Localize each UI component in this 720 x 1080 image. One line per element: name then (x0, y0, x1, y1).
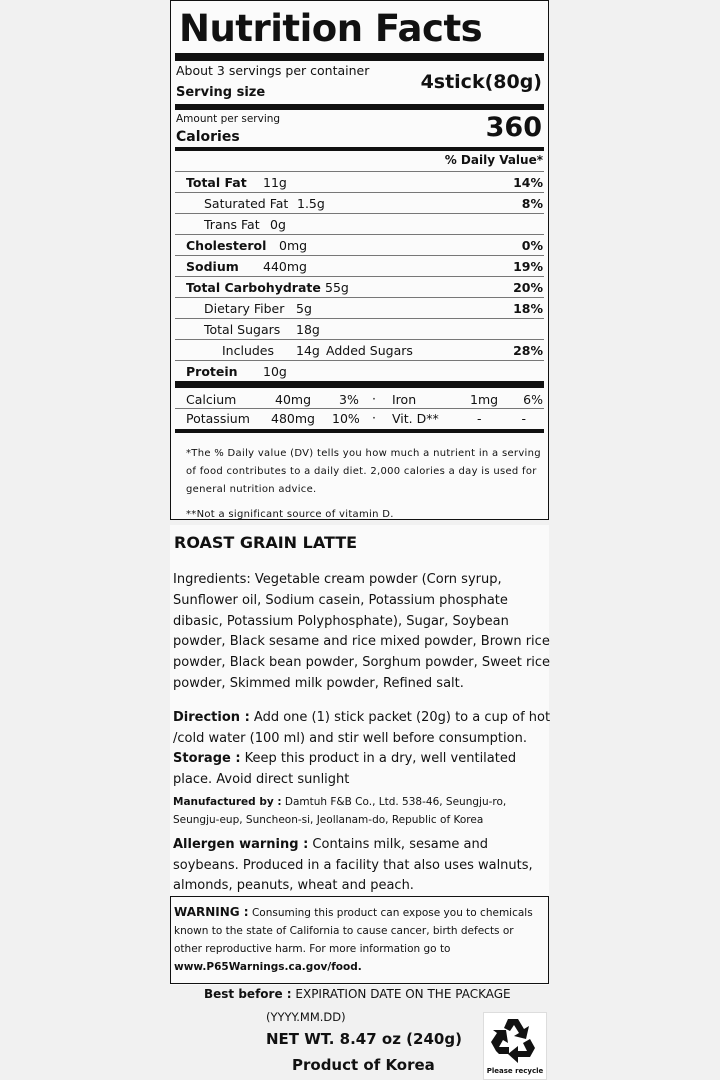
warning-text: Consuming this product can expose you to chemicals known to the state of California to cause cancer, birth defects or other reproductive harm. For more information go to (174, 907, 533, 955)
row-total-fat-amount: 11g (263, 175, 287, 190)
row-sugars-label: Total Sugars (204, 322, 281, 337)
divider-thin (175, 339, 544, 340)
row-saturated-fat-amount: 1.5g (297, 196, 325, 211)
row-carbohydrate-label: Total Carbohydrate (186, 280, 321, 295)
row-trans-fat-label: Trans Fat (204, 217, 260, 232)
amount-per-serving: Amount per serving (176, 113, 281, 125)
calories-label: Calories (176, 129, 240, 145)
divider-thin (175, 192, 544, 193)
divider-thin (175, 255, 544, 256)
divider-thick (175, 381, 544, 388)
product-name: ROAST GRAIN LATTE (174, 533, 358, 552)
storage-text: Keep this product in a dry, well ventilated place. Avoid direct sunlight (173, 751, 517, 787)
storage-block (173, 749, 551, 790)
mineral-bullet: · (372, 391, 376, 406)
row-fiber-amount: 5g (296, 301, 312, 316)
divider-thin (175, 408, 544, 409)
mineral-calcium-amount: 40mg (275, 392, 312, 407)
recycle-logo (483, 1012, 547, 1080)
row-carbohydrate-dv: 20% (513, 280, 543, 295)
mineral-iron-name: Iron (392, 392, 417, 407)
mineral-potassium-dv: 10% (332, 411, 360, 426)
mineral-calcium-name: Calcium (186, 392, 237, 407)
mineral-iron-amount: 1mg (470, 392, 499, 407)
calories-value: 360 (485, 112, 542, 143)
divider-thin (175, 234, 544, 235)
row-sodium-dv: 19% (513, 259, 543, 274)
divider-medium (175, 147, 544, 151)
footnote-daily-value: *The % Daily value (DV) tells you how much a nutrient in a serving of food contributes to a daily diet. 2,000 calories a day is used for general nutrition advice. (186, 448, 541, 495)
footnote-vitamin-d: **Not a significant source of vitamin D. (186, 509, 394, 520)
allergen-text: Contains milk, sesame and soybeans. Produced in a facility that also uses walnuts, almonds, peanuts, wheat and peach. (173, 837, 533, 893)
direction-block (173, 708, 551, 749)
recycle-icon (484, 1013, 546, 1067)
ingredients-text: Ingredients: Vegetable cream powder (Corn syrup, Sunflower oil, Sodium casein, Potassium phosphate dibasic, Potassium Polyphosphate), Sugar, Soybean powder, Black sesame and rice mixed powder, Brown rice powder, Black bean powder, Sorghum powder, Sweet rice powder, Skimmed milk powder, Refined salt. (173, 572, 551, 691)
mineral-iron-dv: 6% (523, 392, 543, 407)
row-sugars-amount: 18g (296, 322, 320, 337)
divider-thin (175, 213, 544, 214)
serving-size-value: 4stick(80g) (420, 71, 542, 93)
divider-medium (175, 429, 544, 433)
row-cholesterol-amount: 0mg (279, 238, 308, 253)
mineral-calcium-dv: 3% (339, 392, 359, 407)
net-weight: NET WT. 8.47 oz (240g) (266, 1030, 462, 1048)
row-fiber-dv: 18% (513, 301, 543, 316)
allergen-block (173, 835, 551, 897)
row-carbohydrate-amount: 55g (325, 280, 349, 295)
row-protein-amount: 10g (263, 364, 287, 379)
divider-thin (175, 297, 544, 298)
row-total-fat-dv: 14% (513, 175, 543, 190)
storage-label: Storage : (173, 751, 241, 766)
row-cholesterol-dv: 0% (521, 238, 543, 253)
manufacturer-text: Damtuh F&B Co., Ltd. 538-46, Seungju-ro, Seungju-eup, Suncheon-si, Jeollanam-do, Republic of Korea (173, 796, 507, 826)
date-format: (YYYY.MM.DD) (266, 1010, 346, 1024)
manufacturer-label: Manufactured by : (173, 796, 282, 808)
direction-text: Add one (1) stick packet (20g) to a cup of hot /cold water (100 ml) and stir well before consumption. (173, 710, 551, 746)
mineral-vitd-dv: - (521, 411, 526, 426)
nutrition-title: Nutrition Facts (179, 7, 483, 50)
nutrition-facts-panel (170, 0, 549, 520)
divider-thin (175, 276, 544, 277)
row-added-sugars-dv: 28% (513, 343, 543, 358)
row-saturated-fat-label: Saturated Fat (204, 196, 289, 211)
row-total-fat-label: Total Fat (186, 175, 247, 190)
manufacturer-block (173, 793, 551, 829)
row-sodium-label: Sodium (186, 259, 239, 274)
row-added-sugars-amount: 14g (296, 343, 320, 358)
warning-link[interactable]: www.P65Warnings.ca.gov/food. (174, 961, 362, 973)
recycle-text: Please recycle (486, 1067, 544, 1075)
best-before-label: Best before : (204, 987, 292, 1001)
serving-size-label: Serving size (176, 85, 266, 100)
mineral-vitd-name: Vit. D** (392, 411, 439, 426)
warning-label: WARNING : (174, 905, 249, 919)
best-before-text: EXPIRATION DATE ON THE PACKAGE (291, 987, 511, 1001)
row-trans-fat-amount: 0g (270, 217, 286, 232)
warning-box (170, 896, 549, 984)
row-protein-label: Protein (186, 364, 238, 379)
divider-thick (175, 53, 544, 61)
direction-label: Direction : (173, 710, 250, 725)
warning-block (174, 903, 544, 976)
row-added-sugars-extra: Added Sugars (326, 343, 413, 358)
mineral-vitd-amount: - (477, 411, 482, 426)
product-origin: Product of Korea (292, 1056, 435, 1074)
row-saturated-fat-dv: 8% (521, 196, 543, 211)
mineral-bullet: · (372, 410, 376, 425)
divider-thin (175, 171, 544, 172)
mineral-potassium-name: Potassium (186, 411, 250, 426)
mineral-potassium-amount: 480mg (271, 411, 315, 426)
servings-per-container: About 3 servings per container (176, 63, 370, 78)
divider-thin (175, 360, 544, 361)
best-before-block (204, 987, 511, 1001)
divider-thin (175, 318, 544, 319)
daily-value-header: % Daily Value* (444, 153, 543, 167)
row-fiber-label: Dietary Fiber (204, 301, 285, 316)
row-added-sugars-label: Includes (222, 343, 275, 358)
row-sodium-amount: 440mg (263, 259, 307, 274)
row-cholesterol-label: Cholesterol (186, 238, 267, 253)
allergen-label: Allergen warning : (173, 837, 309, 852)
divider-thick (175, 104, 544, 110)
